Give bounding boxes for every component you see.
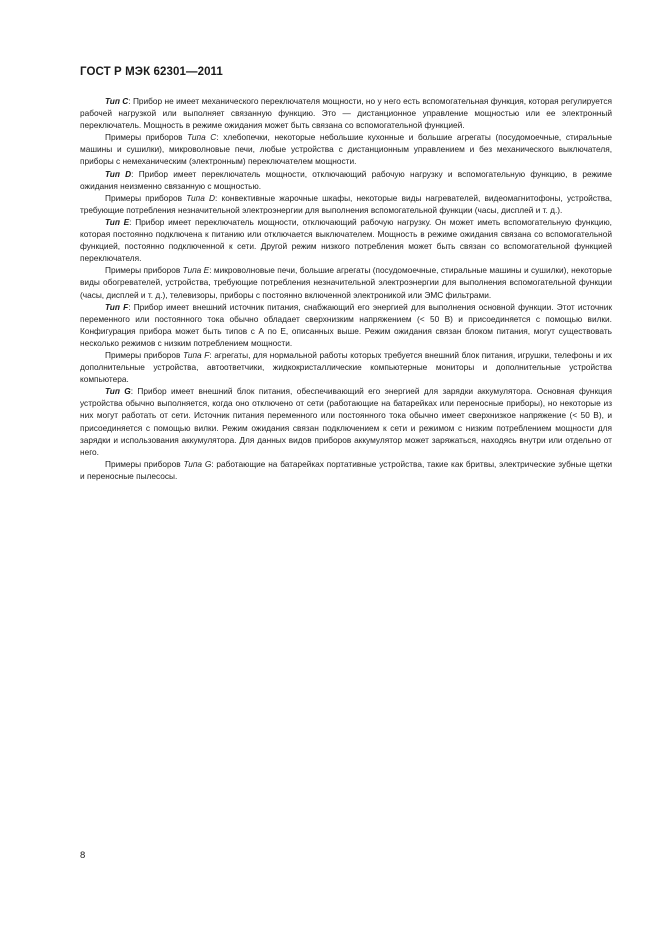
paragraph-text: : Прибор имеет внешний источник питания, снабжающий его энергией для выполнения основной функции. Этот источник переменного или постоянного тока обычно обладает сверхнизким напряжением (< 50 В) и присоединяется с помощью вилки. Конфигурация прибора может быть типов с А по Е, описанных выше. Режим ожидания связан блоком питания, могут существовать несколько режимов с низким потреблением мощности. xyxy=(80,301,612,348)
paragraph-prefix: Примеры приборов xyxy=(105,458,184,469)
paragraph-prefix: Примеры приборов xyxy=(105,132,188,143)
paragraph-term: Типа C xyxy=(187,132,217,143)
paragraph-text: : микроволновые печи, большие агрегаты (посудомоечные, стиральные машины и сушилки), некоторые виды обогревателей, устройства, требующие потребления незначительной электроэнергии для выполнения вспомогательной функции (часы, дисплей и т. д.), телевизоры, приборы с постоянно включенной электроникой или ЭМС фильтрами. xyxy=(80,265,613,300)
paragraph-text: : Прибор имеет переключатель мощности, отключающий рабочую нагрузку и вспомогательную функцию, в режиме ожидания неизменно связанную с мощностью. xyxy=(80,168,613,191)
paragraph-text: : Прибор имеет переключатель мощности, отключающий рабочую нагрузку. Он может иметь вспомогательную функцию, которая постоянно подключена к питанию или отключается выключателем. Мощность в режиме ожидания связана со вспомогательной функцией, постоянно подключенной к сети. Другой режим низкого потребления может быть связан со вспомогательной функцией переключателя. xyxy=(80,216,612,264)
document-header: ГОСТ Р МЭК 62301—2011 xyxy=(80,66,223,78)
paragraph-examples-c xyxy=(80,131,612,167)
paragraph-type-f xyxy=(80,301,612,349)
paragraph-type-g xyxy=(80,385,612,458)
paragraph-type-e xyxy=(80,216,612,264)
paragraph-term: Типа E xyxy=(182,265,210,276)
paragraph-term: Типа F xyxy=(183,349,210,360)
paragraph-lead: Тип C xyxy=(105,96,129,106)
paragraph-lead: Тип E xyxy=(105,216,130,227)
paragraph-examples-e xyxy=(80,264,612,300)
paragraph-text: : хлебопечки, некоторые небольшие кухонные и большие агрегаты (посудомоечные, стиральные машины и сушилки), микроволновые печи, любые устройства с дистанционным управлением и без механического выключателя, приборы с немеханическим (электронным) переключателем мощности. xyxy=(80,132,612,167)
paragraph-lead: Тип F xyxy=(105,301,129,312)
paragraph-examples-f xyxy=(80,349,612,385)
paragraph-text: : агрегаты, для нормальной работы которых требуется внешний блок питания, игрушки, телефоны и их дополнительные устройства, автоответчики, жидкокристаллические компьютерные мониторы и дополнительные устройства компьютера. xyxy=(80,349,612,385)
paragraph-prefix: Примеры приборов xyxy=(105,192,187,203)
paragraph-type-c xyxy=(80,95,612,131)
paragraph-prefix: Примеры приборов xyxy=(105,349,184,360)
paragraph-examples-d xyxy=(80,192,612,216)
paragraph-type-d xyxy=(80,168,612,192)
paragraph-term: Типа G xyxy=(183,458,212,469)
paragraph-prefix: Примеры приборов xyxy=(105,265,183,276)
paragraph-text: : Прибор не имеет механического переключателя мощности, но у него есть вспомогательная функция, которая регулируется рабочей нагрузкой или выполняет связанную функцию. Это — дистанционное управление мощностью или ее электронный переключатель. Мощность в режиме ожидания может быть связана со вспомогательной функцией. xyxy=(80,96,612,131)
page-number: 8 xyxy=(80,850,86,861)
paragraph-examples-g xyxy=(80,458,612,482)
paragraph-text: : конвективные жарочные шкафы, некоторые виды нагревателей, видеомагнитофоны, устройства, требующие потребления незначительной электроэнергии для выполнения вспомогательной функции (часы, дисплей и т. д.). xyxy=(80,192,612,215)
paragraph-lead: Тип G xyxy=(105,386,131,397)
paragraph-text: : Прибор имеет внешний блок питания, обеспечивающий его энергией для зарядки аккумулятора. Основная функция устройства обычно выполняется, когда оно отключено от сети (работающие на батарейках или переносные приборы), но некоторые из них могут работать от сети. Источник питания переменного или постоянного тока обычно имеет сверхнизкое напряжение (< 50 В), и присоединяется с помощью вилки. Режим ожидания связан подключением к сети и режимом с низким потреблением мощности для зарядки и использования аккумулятора. Для данных видов приборов аккумулятор может заряжаться, находясь внутри или отдельно от него. xyxy=(80,386,612,457)
paragraph-text: : работающие на батарейках портативные устройства, такие как бритвы, электрические зубные щетки и переносные пылесосы. xyxy=(80,458,612,481)
document-body xyxy=(80,95,612,482)
paragraph-lead: Тип D xyxy=(105,168,132,179)
paragraph-term: Типа D xyxy=(186,192,216,203)
